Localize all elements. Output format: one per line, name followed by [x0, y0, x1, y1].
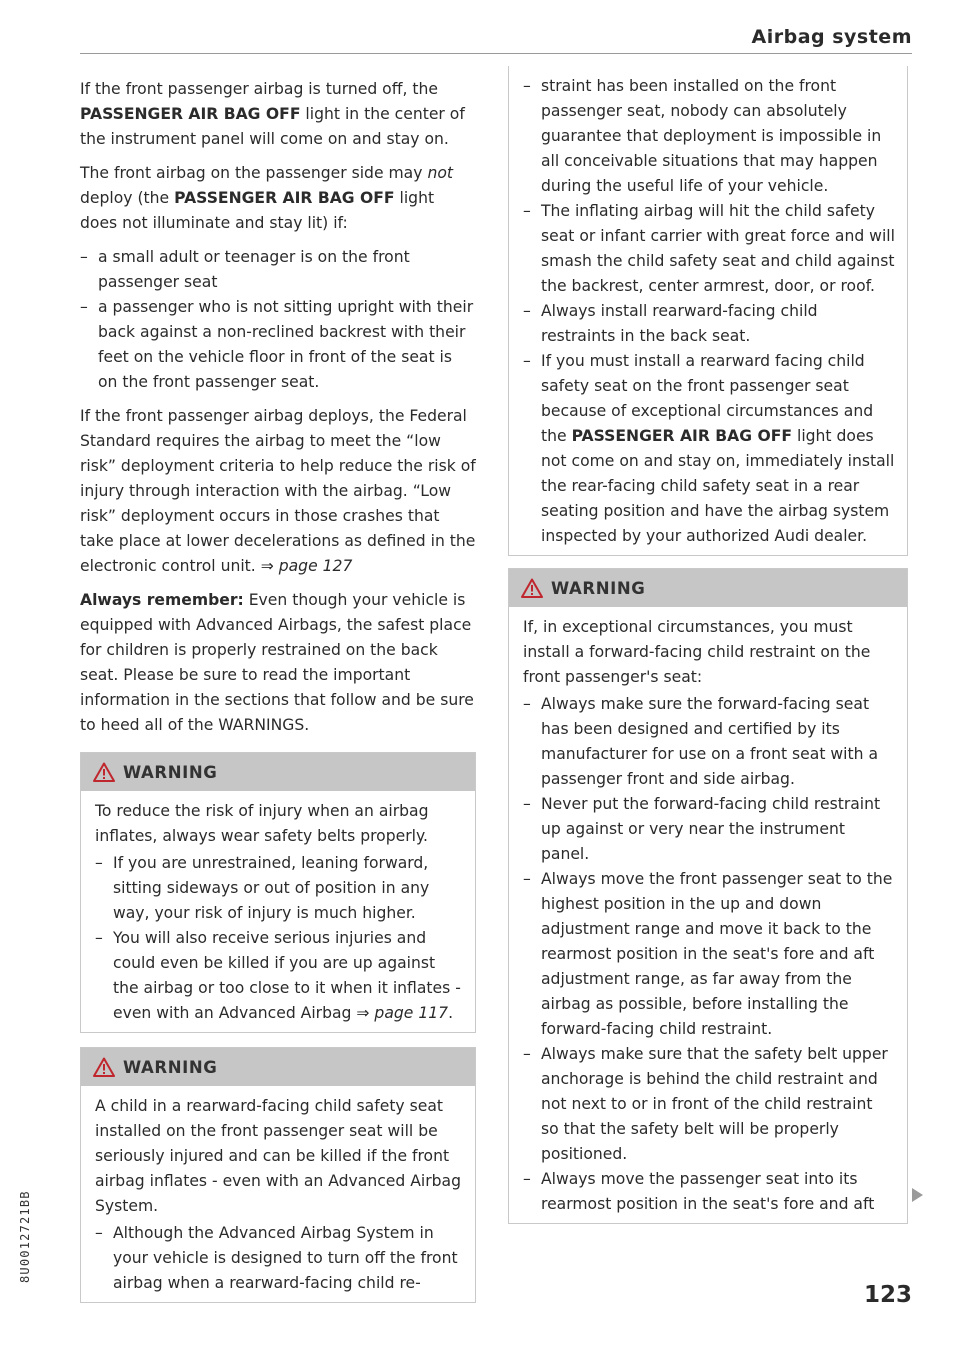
list-item: – a passenger who is not sitting upright with their back against a non-reclined backrest with their feet on the vehicle floor in front of the seat is on the front passenger seat. [80, 295, 476, 395]
header-rule [80, 53, 912, 54]
page-reference-link[interactable]: ⇒ page 117 [356, 1004, 449, 1022]
warning-label: WARNING [123, 762, 218, 782]
paragraph-federal-standard [80, 404, 476, 579]
list-item: – Never put the forward-facing child restraint up against or very near the instrument panel. [523, 792, 895, 867]
list-item: – Although the Advanced Airbag System in your vehicle is designed to turn off the front airbag when a rearward-facing child re- [95, 1221, 463, 1296]
list-item-continued [523, 74, 895, 199]
warning-triangle-icon [93, 1057, 115, 1077]
warning-triangle-icon [93, 762, 115, 782]
warning-body [81, 791, 475, 1032]
warning-list [523, 74, 895, 549]
text: deploy (the [80, 189, 175, 207]
text: If the front passenger airbag deploys, the Federal Standard requires the airbag to meet the “low risk” deployment criteria to help reduce the risk of injury through interaction with the airbag. “Low risk” deployment occurs in those crashes that take place at lower decelerations as defined in the electronic control unit. [80, 407, 476, 575]
text: If you must install a rearward facing child safety seat on the front passenger seat because of exceptional circumstances and the [541, 352, 874, 445]
warning-intro: If, in exceptional circumstances, you must install a forward-facing child restraint on the front passenger's seat: [523, 618, 871, 686]
deploy-conditions-list [80, 245, 476, 395]
list-item: – Always move the passenger seat into its rearmost position in the seat's fore and aft [523, 1167, 895, 1217]
paragraph-may-not-deploy [80, 161, 476, 236]
text: light in the center of the instrument panel will come on and stay on. [80, 105, 465, 148]
right-column [508, 66, 908, 1224]
continue-arrow-icon [912, 1188, 923, 1202]
text: Even though your vehicle is equipped with Advanced Airbags, the safest place for children is properly restrained on the back seat. Please be sure to read the important information in the sections that follow and be sure to heed all of the WARNINGS. [80, 591, 474, 734]
warning-intro: A child in a rearward-facing child safety seat installed on the front passenger seat will be seriously injured and can be killed if the front airbag inflates - even with an Advanced Airbag System. [95, 1097, 462, 1215]
text: light does not come on and stay on, immediately install the rear-facing child safety seat in a rear seating position and have the airbag system inspected by your authorized Audi dealer. [541, 427, 895, 545]
document-code: 8U0012721BB [18, 1190, 32, 1283]
warning-header [81, 753, 475, 791]
indicator-name: PASSENGER AIR BAG OFF [571, 427, 793, 445]
page-reference-link[interactable]: ⇒ page 127 [260, 557, 353, 575]
paragraph-always-remember [80, 588, 476, 738]
warning-list [523, 692, 895, 1217]
always-remember-label: Always remember: [80, 591, 244, 609]
paragraph-airbag-off [80, 77, 476, 152]
page-number: 123 [863, 1282, 912, 1308]
indicator-name: PASSENGER AIR BAG OFF [174, 189, 395, 207]
text: straint has been installed on the front passenger seat, nobody can absolutely guarantee that deployment is impossible in all conceivable situations that may happen during the useful life of your vehicle. [541, 77, 882, 195]
warning-body [509, 607, 907, 1223]
warning-header [509, 569, 907, 607]
warning-box [508, 568, 908, 1224]
list-item: – Always make sure the forward-facing seat has been designed and certified by its manufacturer for use on a front seat with a passenger front and side airbag. [523, 692, 895, 792]
list-item: – Always install rearward-facing child restraints in the back seat. [523, 299, 895, 349]
list-item: – Always move the front passenger seat to the highest position in the up and down adjustment range and move it back to the rearmost position in the seat's fore and aft adjustment range, as far away from the airbag as possible, before installing the forward-facing child restraint. [523, 867, 895, 1042]
text: light does not illuminate and stay lit) if: [80, 189, 435, 232]
list-item: – a small adult or teenager is on the front passenger seat [80, 245, 476, 295]
page-header-title: Airbag system [751, 26, 912, 48]
warning-label: WARNING [123, 1057, 218, 1077]
warning-label: WARNING [551, 578, 646, 598]
list-item [95, 926, 463, 1026]
warning-box [80, 1047, 476, 1303]
warning-box [80, 752, 476, 1033]
warning-triangle-icon [521, 578, 543, 598]
list-item: – Always make sure that the safety belt upper anchorage is behind the child restraint and not next to or in front of the child restraint so that the safety belt will be properly positioned. [523, 1042, 895, 1167]
warning-header [81, 1048, 475, 1086]
warning-body [81, 1086, 475, 1302]
list-item: – The inflating airbag will hit the child safety seat or infant carrier with great force and will smash the child safety seat and child against the backrest, center armrest, door, or roof. [523, 199, 895, 299]
list-item [523, 349, 895, 549]
text: You will also receive serious injuries and could even be killed if you are up against the airbag or too close to it when it inflates - even with an Advanced Airbag [113, 929, 461, 1022]
text: If the front passenger airbag is turned off, the [80, 80, 438, 98]
warning-list [95, 851, 463, 1026]
warning-list [95, 1221, 463, 1296]
list-item: – If you are unrestrained, leaning forward, sitting sideways or out of position in any way, your risk of injury is much higher. [95, 851, 463, 926]
left-column [80, 77, 476, 1303]
warning-intro: To reduce the risk of injury when an airbag inflates, always wear safety belts properly. [95, 802, 429, 845]
text: The front airbag on the passenger side may [80, 164, 428, 182]
indicator-name: PASSENGER AIR BAG OFF [80, 105, 301, 123]
emphasis-not: not [427, 164, 453, 182]
warning-continuation [508, 66, 908, 556]
text: . [448, 1004, 454, 1022]
